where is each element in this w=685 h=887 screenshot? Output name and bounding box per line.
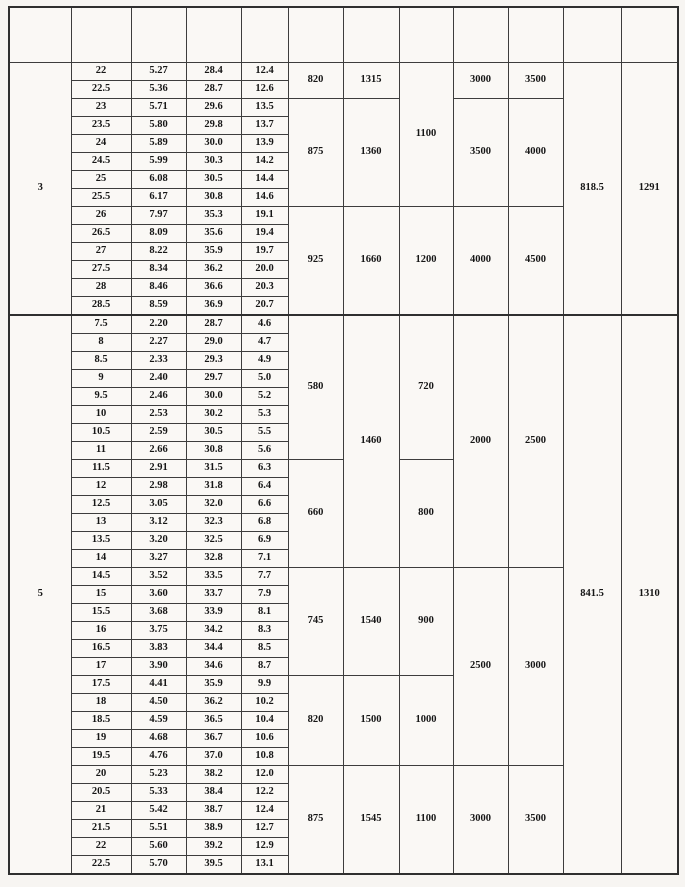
cell-rmin: 5.0 bbox=[241, 370, 288, 388]
cell-b: 4000 bbox=[508, 99, 563, 207]
cell-h2: 1660 bbox=[343, 207, 399, 316]
cell-h1: 820 bbox=[288, 676, 343, 766]
cell-rmin: 9.9 bbox=[241, 676, 288, 694]
column-header-max-wheel-pressure bbox=[186, 7, 241, 63]
cell-rmin: 6.9 bbox=[241, 532, 288, 550]
cell-rmin: 12.0 bbox=[241, 766, 288, 784]
cell-rmin: 8.7 bbox=[241, 658, 288, 676]
cell-rmax: 29.0 bbox=[186, 334, 241, 352]
cell-span: 22.5 bbox=[71, 81, 131, 99]
cell-rmin: 10.2 bbox=[241, 694, 288, 712]
cell-rmin: 10.6 bbox=[241, 730, 288, 748]
cell-total-weight: 8.59 bbox=[131, 297, 186, 316]
cell-total-weight: 4.50 bbox=[131, 694, 186, 712]
cell-total-weight: 2.33 bbox=[131, 352, 186, 370]
cell-rmin: 20.3 bbox=[241, 279, 288, 297]
cell-span: 23 bbox=[71, 99, 131, 117]
cell-h3: 720 bbox=[399, 315, 453, 460]
cell-rmin: 14.6 bbox=[241, 189, 288, 207]
cell-span: 13.5 bbox=[71, 532, 131, 550]
cell-total-weight: 2.66 bbox=[131, 442, 186, 460]
cell-rmax: 33.7 bbox=[186, 586, 241, 604]
cell-rmax: 31.5 bbox=[186, 460, 241, 478]
cell-rmin: 5.6 bbox=[241, 442, 288, 460]
table-body bbox=[9, 63, 678, 875]
cell-rmax: 30.5 bbox=[186, 424, 241, 442]
cell-span: 26 bbox=[71, 207, 131, 225]
cell-span: 28 bbox=[71, 279, 131, 297]
cell-rmax: 32.0 bbox=[186, 496, 241, 514]
cell-rmax: 29.8 bbox=[186, 117, 241, 135]
cell-total-weight: 5.80 bbox=[131, 117, 186, 135]
cell-rmax: 34.2 bbox=[186, 622, 241, 640]
cell-rmin: 6.4 bbox=[241, 478, 288, 496]
cell-rmin: 12.9 bbox=[241, 838, 288, 856]
cell-h2: 1540 bbox=[343, 568, 399, 676]
cell-rmax: 30.5 bbox=[186, 171, 241, 189]
cell-rmin: 6.8 bbox=[241, 514, 288, 532]
cell-rmax: 36.7 bbox=[186, 730, 241, 748]
cell-rmax: 30.0 bbox=[186, 388, 241, 406]
cell-span: 11 bbox=[71, 442, 131, 460]
cell-rmax: 38.4 bbox=[186, 784, 241, 802]
cell-w: 3500 bbox=[453, 99, 508, 207]
cell-total-weight: 4.59 bbox=[131, 712, 186, 730]
cell-rmin: 13.9 bbox=[241, 135, 288, 153]
cell-rmax: 28.7 bbox=[186, 315, 241, 334]
cell-span: 24.5 bbox=[71, 153, 131, 171]
column-header-min-wheel-pressure bbox=[241, 7, 288, 63]
cell-w: 2500 bbox=[453, 568, 508, 766]
cell-rmin: 10.4 bbox=[241, 712, 288, 730]
cell-total-weight: 3.52 bbox=[131, 568, 186, 586]
column-header-span bbox=[71, 7, 131, 63]
cell-span: 28.5 bbox=[71, 297, 131, 316]
column-header-h1 bbox=[288, 7, 343, 63]
cell-rmin: 14.2 bbox=[241, 153, 288, 171]
cell-span: 27.5 bbox=[71, 261, 131, 279]
cell-total-weight: 5.42 bbox=[131, 802, 186, 820]
cell-rmax: 28.4 bbox=[186, 63, 241, 81]
cell-rmin: 5.5 bbox=[241, 424, 288, 442]
cell-rmin: 7.7 bbox=[241, 568, 288, 586]
cell-total-weight: 6.08 bbox=[131, 171, 186, 189]
cell-span: 17.5 bbox=[71, 676, 131, 694]
cell-c1: 818.5 bbox=[563, 63, 621, 316]
cell-total-weight: 5.33 bbox=[131, 784, 186, 802]
cell-rmin: 8.5 bbox=[241, 640, 288, 658]
cell-rmax: 30.2 bbox=[186, 406, 241, 424]
cell-rmax: 37.0 bbox=[186, 748, 241, 766]
cell-h2: 1460 bbox=[343, 315, 399, 568]
cell-rmin: 19.1 bbox=[241, 207, 288, 225]
cell-rmax: 35.9 bbox=[186, 243, 241, 261]
cell-span: 22 bbox=[71, 838, 131, 856]
cell-total-weight: 2.40 bbox=[131, 370, 186, 388]
cell-rmin: 20.7 bbox=[241, 297, 288, 316]
cell-h1: 660 bbox=[288, 460, 343, 568]
cell-rmax: 38.2 bbox=[186, 766, 241, 784]
cell-rmax: 36.9 bbox=[186, 297, 241, 316]
cell-h3: 1200 bbox=[399, 207, 453, 316]
cell-tonnage: 3 bbox=[9, 63, 71, 316]
cell-rmax: 32.3 bbox=[186, 514, 241, 532]
cell-total-weight: 8.22 bbox=[131, 243, 186, 261]
cell-total-weight: 3.68 bbox=[131, 604, 186, 622]
cell-rmin: 12.7 bbox=[241, 820, 288, 838]
table-row bbox=[9, 315, 678, 334]
cell-w: 4000 bbox=[453, 207, 508, 316]
cell-rmin: 14.4 bbox=[241, 171, 288, 189]
cell-span: 17 bbox=[71, 658, 131, 676]
cell-b: 2500 bbox=[508, 315, 563, 568]
cell-rmax: 36.2 bbox=[186, 261, 241, 279]
cell-span: 22.5 bbox=[71, 856, 131, 875]
cell-rmax: 30.8 bbox=[186, 442, 241, 460]
cell-span: 21.5 bbox=[71, 820, 131, 838]
cell-total-weight: 2.27 bbox=[131, 334, 186, 352]
cell-b: 3500 bbox=[508, 766, 563, 875]
cell-h3: 1000 bbox=[399, 676, 453, 766]
cell-span: 14.5 bbox=[71, 568, 131, 586]
cell-total-weight: 2.20 bbox=[131, 315, 186, 334]
cell-rmax: 36.6 bbox=[186, 279, 241, 297]
cell-rmax: 39.2 bbox=[186, 838, 241, 856]
cell-rmin: 6.6 bbox=[241, 496, 288, 514]
cell-rmin: 13.5 bbox=[241, 99, 288, 117]
cell-total-weight: 5.51 bbox=[131, 820, 186, 838]
cell-b: 3000 bbox=[508, 568, 563, 766]
cell-rmin: 4.7 bbox=[241, 334, 288, 352]
cell-rmin: 8.3 bbox=[241, 622, 288, 640]
cell-w: 3000 bbox=[453, 63, 508, 99]
cell-span: 15 bbox=[71, 586, 131, 604]
cell-span: 26.5 bbox=[71, 225, 131, 243]
cell-total-weight: 3.60 bbox=[131, 586, 186, 604]
cell-rmin: 10.8 bbox=[241, 748, 288, 766]
cell-tonnage: 5 bbox=[9, 315, 71, 874]
cell-total-weight: 5.60 bbox=[131, 838, 186, 856]
cell-total-weight: 4.68 bbox=[131, 730, 186, 748]
cell-b: 4500 bbox=[508, 207, 563, 316]
cell-rmax: 38.9 bbox=[186, 820, 241, 838]
cell-total-weight: 8.09 bbox=[131, 225, 186, 243]
cell-span: 10 bbox=[71, 406, 131, 424]
cell-total-weight: 3.20 bbox=[131, 532, 186, 550]
cell-rmax: 29.7 bbox=[186, 370, 241, 388]
cell-span: 18.5 bbox=[71, 712, 131, 730]
cell-total-weight: 2.53 bbox=[131, 406, 186, 424]
cell-rmin: 13.1 bbox=[241, 856, 288, 875]
cell-total-weight: 8.46 bbox=[131, 279, 186, 297]
cell-h1: 745 bbox=[288, 568, 343, 676]
cell-total-weight: 3.90 bbox=[131, 658, 186, 676]
cell-span: 19.5 bbox=[71, 748, 131, 766]
crane-spec-table bbox=[8, 6, 679, 875]
cell-total-weight: 2.91 bbox=[131, 460, 186, 478]
cell-rmin: 19.7 bbox=[241, 243, 288, 261]
cell-rmax: 36.5 bbox=[186, 712, 241, 730]
cell-span: 24 bbox=[71, 135, 131, 153]
cell-rmax: 39.5 bbox=[186, 856, 241, 875]
cell-total-weight: 7.97 bbox=[131, 207, 186, 225]
cell-rmax: 30.8 bbox=[186, 189, 241, 207]
cell-rmax: 36.2 bbox=[186, 694, 241, 712]
cell-total-weight: 3.05 bbox=[131, 496, 186, 514]
cell-c2: 1310 bbox=[621, 315, 678, 874]
cell-h2: 1500 bbox=[343, 676, 399, 766]
cell-rmin: 6.3 bbox=[241, 460, 288, 478]
cell-span: 20 bbox=[71, 766, 131, 784]
cell-total-weight: 2.46 bbox=[131, 388, 186, 406]
cell-h3: 1100 bbox=[399, 766, 453, 875]
cell-c1: 841.5 bbox=[563, 315, 621, 874]
cell-h2: 1360 bbox=[343, 99, 399, 207]
cell-total-weight: 3.83 bbox=[131, 640, 186, 658]
header-row bbox=[9, 7, 678, 63]
cell-h1: 875 bbox=[288, 99, 343, 207]
cell-rmax: 32.8 bbox=[186, 550, 241, 568]
cell-total-weight: 5.70 bbox=[131, 856, 186, 875]
cell-w: 2000 bbox=[453, 315, 508, 568]
column-header-c1 bbox=[563, 7, 621, 63]
cell-total-weight: 5.71 bbox=[131, 99, 186, 117]
cell-h1: 580 bbox=[288, 315, 343, 460]
column-header-h3 bbox=[399, 7, 453, 63]
cell-span: 18 bbox=[71, 694, 131, 712]
cell-total-weight: 4.41 bbox=[131, 676, 186, 694]
cell-span: 9.5 bbox=[71, 388, 131, 406]
cell-rmin: 7.9 bbox=[241, 586, 288, 604]
cell-span: 20.5 bbox=[71, 784, 131, 802]
cell-rmin: 4.6 bbox=[241, 315, 288, 334]
cell-rmax: 30.3 bbox=[186, 153, 241, 171]
cell-total-weight: 5.23 bbox=[131, 766, 186, 784]
cell-h1: 875 bbox=[288, 766, 343, 875]
cell-span: 15.5 bbox=[71, 604, 131, 622]
cell-span: 25.5 bbox=[71, 189, 131, 207]
cell-span: 19 bbox=[71, 730, 131, 748]
cell-h2: 1545 bbox=[343, 766, 399, 875]
cell-rmax: 35.6 bbox=[186, 225, 241, 243]
cell-span: 7.5 bbox=[71, 315, 131, 334]
cell-rmin: 4.9 bbox=[241, 352, 288, 370]
cell-rmax: 35.3 bbox=[186, 207, 241, 225]
cell-span: 13 bbox=[71, 514, 131, 532]
cell-rmin: 5.2 bbox=[241, 388, 288, 406]
cell-total-weight: 5.27 bbox=[131, 63, 186, 81]
cell-total-weight: 6.17 bbox=[131, 189, 186, 207]
cell-total-weight: 8.34 bbox=[131, 261, 186, 279]
cell-rmax: 35.9 bbox=[186, 676, 241, 694]
column-header-tonnage bbox=[9, 7, 71, 63]
cell-total-weight: 2.98 bbox=[131, 478, 186, 496]
cell-rmin: 13.7 bbox=[241, 117, 288, 135]
cell-rmax: 28.7 bbox=[186, 81, 241, 99]
cell-rmin: 12.4 bbox=[241, 63, 288, 81]
table-header bbox=[9, 7, 678, 63]
cell-h3: 800 bbox=[399, 460, 453, 568]
cell-rmax: 34.6 bbox=[186, 658, 241, 676]
cell-rmax: 30.0 bbox=[186, 135, 241, 153]
cell-span: 25 bbox=[71, 171, 131, 189]
cell-rmin: 20.0 bbox=[241, 261, 288, 279]
cell-total-weight: 5.99 bbox=[131, 153, 186, 171]
cell-rmax: 34.4 bbox=[186, 640, 241, 658]
cell-rmin: 12.2 bbox=[241, 784, 288, 802]
cell-rmax: 29.3 bbox=[186, 352, 241, 370]
cell-h3: 900 bbox=[399, 568, 453, 676]
column-header-b bbox=[508, 7, 563, 63]
cell-h3: 1100 bbox=[399, 63, 453, 207]
cell-span: 16.5 bbox=[71, 640, 131, 658]
cell-rmin: 12.4 bbox=[241, 802, 288, 820]
cell-rmax: 38.7 bbox=[186, 802, 241, 820]
cell-total-weight: 5.89 bbox=[131, 135, 186, 153]
cell-rmax: 33.5 bbox=[186, 568, 241, 586]
column-header-h2 bbox=[343, 7, 399, 63]
cell-span: 11.5 bbox=[71, 460, 131, 478]
cell-total-weight: 3.12 bbox=[131, 514, 186, 532]
cell-h1: 925 bbox=[288, 207, 343, 316]
cell-rmax: 31.8 bbox=[186, 478, 241, 496]
cell-total-weight: 3.75 bbox=[131, 622, 186, 640]
cell-span: 21 bbox=[71, 802, 131, 820]
cell-span: 22 bbox=[71, 63, 131, 81]
column-header-w bbox=[453, 7, 508, 63]
cell-span: 8.5 bbox=[71, 352, 131, 370]
cell-rmin: 8.1 bbox=[241, 604, 288, 622]
cell-total-weight: 5.36 bbox=[131, 81, 186, 99]
cell-total-weight: 2.59 bbox=[131, 424, 186, 442]
cell-total-weight: 3.27 bbox=[131, 550, 186, 568]
cell-span: 12.5 bbox=[71, 496, 131, 514]
cell-span: 10.5 bbox=[71, 424, 131, 442]
cell-rmin: 5.3 bbox=[241, 406, 288, 424]
cell-span: 16 bbox=[71, 622, 131, 640]
cell-h2: 1315 bbox=[343, 63, 399, 99]
cell-span: 27 bbox=[71, 243, 131, 261]
cell-h1: 820 bbox=[288, 63, 343, 99]
cell-span: 12 bbox=[71, 478, 131, 496]
cell-span: 23.5 bbox=[71, 117, 131, 135]
cell-rmin: 12.6 bbox=[241, 81, 288, 99]
cell-span: 8 bbox=[71, 334, 131, 352]
cell-total-weight: 4.76 bbox=[131, 748, 186, 766]
cell-rmin: 19.4 bbox=[241, 225, 288, 243]
cell-b: 3500 bbox=[508, 63, 563, 99]
cell-span: 14 bbox=[71, 550, 131, 568]
cell-span: 9 bbox=[71, 370, 131, 388]
cell-c2: 1291 bbox=[621, 63, 678, 316]
table-row bbox=[9, 63, 678, 81]
cell-rmax: 33.9 bbox=[186, 604, 241, 622]
cell-w: 3000 bbox=[453, 766, 508, 875]
column-header-total-weight bbox=[131, 7, 186, 63]
cell-rmax: 29.6 bbox=[186, 99, 241, 117]
cell-rmax: 32.5 bbox=[186, 532, 241, 550]
column-header-c2 bbox=[621, 7, 678, 63]
cell-rmin: 7.1 bbox=[241, 550, 288, 568]
